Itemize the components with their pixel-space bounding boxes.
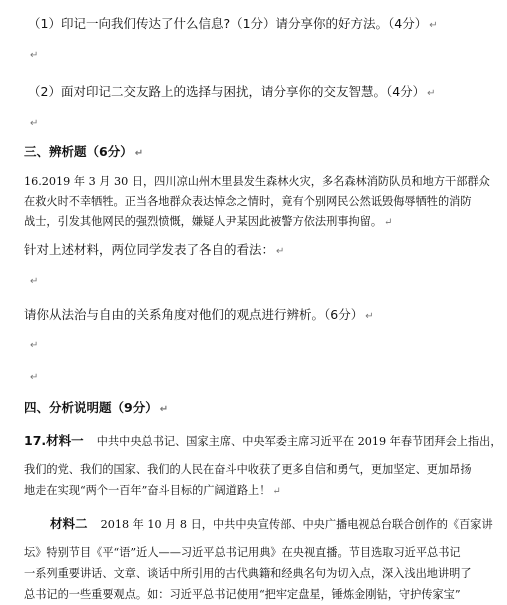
paragraph-mark: ↵	[134, 148, 144, 159]
material-1-first-text: 中共中央总书记、国家主席、中央军委主席习近平在 2019 年春节团拜会上指出，	[96, 435, 502, 448]
paragraph-mark: ↵	[429, 20, 438, 31]
paragraph-mark: ↵	[365, 311, 374, 322]
section-4-title: 四、分析说明题（9分） ↵	[24, 400, 169, 415]
question-16-line-3: 战士，引发其他网民的强烈愤慨，嫌疑人尹某因此被警方依法刑事拘留。 ↵	[24, 215, 393, 228]
question-1-text: （1）印记一向我们传达了什么信息?（1分）请分享你的好方法。（4分）	[28, 16, 428, 31]
paragraph-mark: ↵	[427, 88, 436, 99]
question-16-intro: 针对上述材料，两位同学发表了各自的看法： ↵	[24, 242, 285, 257]
blank-line: ↵	[30, 50, 39, 61]
question-2	[28, 82, 436, 100]
material-1-line-3: 地走在实现“两个一百年”奋斗目标的广阔道路上！ ↵	[24, 484, 281, 497]
material-2-line-3: 一系列重要讲话、文章、谈话中所引用的古代典籍和经典名句为切入点，深入浅出地讲明了	[24, 567, 472, 580]
material-1-label: 17.材料一	[24, 433, 84, 448]
question-16-line-2: 在救火时不幸牺牲。正当各地群众表达悼念之情时，竟有个别网民公然诋毁侮辱牺牲的消防	[24, 195, 472, 208]
paragraph-mark: ↵	[384, 217, 393, 228]
paragraph-mark: ↵	[159, 404, 169, 415]
paragraph-mark: ↵	[272, 486, 281, 497]
blank-line: ↵	[30, 276, 39, 287]
paragraph-mark: ↵	[276, 246, 285, 257]
material-2-line-4: 总书记的一些重要观点。如：习近平总书记使用“把牢定盘星，锤炼金刚钻，守护传家宝”	[24, 588, 461, 601]
material-1-line-2: 我们的党、我们的国家、我们的人民在奋斗中收获了更多自信和勇气，更加坚定、更加昂扬	[24, 463, 472, 476]
material-2-line-2: 坛》特别节目《平“语”近人——习近平总书记用典》在央视直播。节目选取习近平总书记	[24, 546, 461, 559]
blank-line: ↵	[30, 340, 39, 351]
material-2-label: 材料二	[50, 516, 88, 531]
question-16-ask: 请你从法治与自由的关系角度对他们的观点进行辨析。（6分） ↵	[24, 307, 374, 322]
section-3-title: 三、辨析题（6分） ↵	[24, 144, 144, 159]
blank-line: ↵	[30, 372, 39, 383]
question-1	[28, 14, 438, 32]
material-2-first-text: 2018 年 10 月 8 日，中共中央宣传部、中央广播电视总台联合创作的《百家讲	[100, 518, 493, 531]
material-2-first-line	[24, 513, 493, 532]
blank-line: ↵	[30, 118, 39, 129]
question-2-text: （2）面对印记二交友路上的选择与困扰，请分享你的交友智慧。（4分）	[28, 84, 426, 99]
question-16-line-1: 16.2019 年 3 月 30 日，四川凉山州木里县发生森林火灾，多名森林消防队员和地方干部群众	[24, 175, 490, 188]
question-17-first-line	[24, 430, 502, 449]
